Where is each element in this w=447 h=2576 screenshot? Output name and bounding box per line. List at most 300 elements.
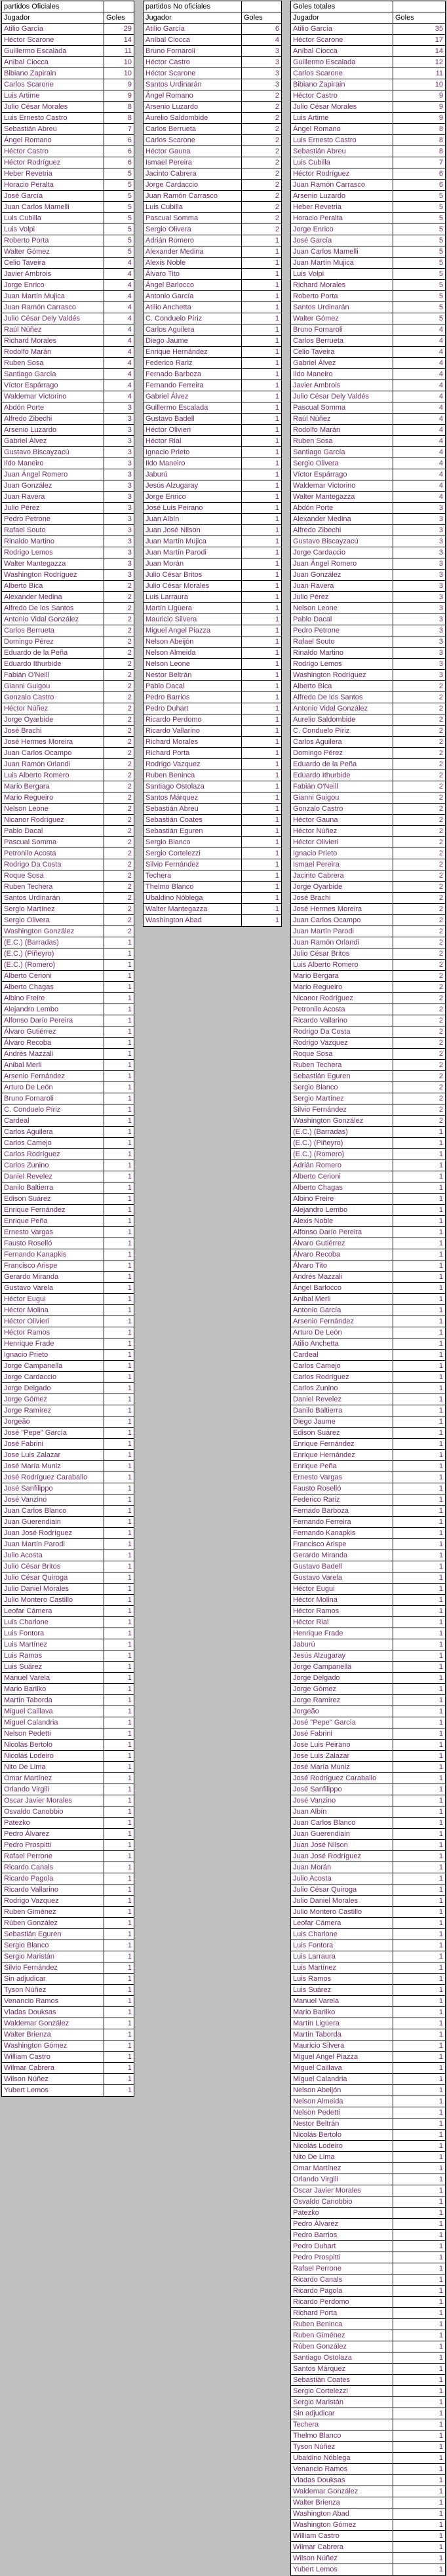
goals-cell: 1 [127, 1551, 132, 1559]
table-row [291, 1673, 445, 1684]
goals-cell: 8 [127, 114, 132, 122]
player-name-cell: Washington Rodríguez [291, 670, 393, 680]
goals-cell: 2 [127, 771, 132, 779]
player-name-cell: Henrique Frade [2, 1338, 104, 1349]
goals-cell: 1 [127, 1317, 132, 1325]
player-name-cell: Domingo Pérez [291, 748, 393, 758]
goals-cell: 1 [127, 1306, 132, 1314]
table-row [144, 469, 281, 480]
player-name-cell: Patezko [291, 2208, 393, 2218]
goals-cell: 4 [438, 482, 443, 490]
table-row [2, 391, 134, 402]
table-row [2, 536, 134, 547]
table-row [291, 1004, 445, 1015]
player-name-cell: Sin adjudicar [291, 2408, 393, 2419]
goals-cell: 2 [127, 705, 132, 712]
goals-cell: 1 [127, 1540, 132, 1548]
player-name-cell: Juan Morán [291, 1862, 393, 1873]
goals-cell: 1 [438, 1797, 443, 1805]
goals-cell: 1 [127, 1473, 132, 1481]
table-row [291, 659, 445, 670]
goals-cell: 1 [275, 571, 279, 579]
player-name-cell: Julio César Quiroga [2, 1572, 104, 1583]
table-row [144, 703, 281, 714]
goals-cell: 1 [127, 1117, 132, 1125]
goals-cell: 1 [127, 1997, 132, 2005]
player-name-cell: Fabián O'Neill [291, 781, 393, 792]
table-row [2, 1951, 134, 1962]
goals-cell: 14 [123, 36, 132, 44]
goals-cell: 1 [127, 1161, 132, 1169]
table-body [144, 24, 281, 926]
table-row [144, 347, 281, 358]
player-name-cell: Manuel Varela [2, 1673, 104, 1683]
table-row [2, 804, 134, 815]
goals-cell: 1 [438, 2176, 443, 2183]
player-name-cell: José Vanzino [2, 1494, 104, 1505]
player-name-cell: Luis Ramos [291, 1974, 393, 1984]
goals-cell: 1 [127, 1005, 132, 1013]
player-name-cell: Pedro Prospitti [291, 2252, 393, 2263]
table-row [2, 1918, 134, 1929]
table-row [2, 1862, 134, 1873]
player-name-cell: Nito De Lima [2, 1762, 104, 1772]
table-row [2, 24, 134, 35]
player-name-cell: Mario Barilko [2, 1684, 104, 1694]
player-name-cell: Jesús Alzugaray [144, 480, 242, 491]
player-name-cell: Martín Ligüera [144, 603, 242, 614]
table-row [2, 347, 134, 358]
player-name-cell: Ángel Barlocco [291, 1283, 393, 1293]
table-row [2, 1249, 134, 1260]
goals-cell: 4 [438, 326, 443, 334]
goals-cell: 5 [438, 259, 443, 267]
player-name-cell: Gustavo Biscayzacú [2, 447, 104, 458]
player-name-cell: Techera [144, 870, 242, 881]
goals-cell: 1 [438, 2320, 443, 2328]
table-row [2, 46, 134, 57]
table-row [2, 2029, 134, 2040]
player-name-cell: Héctor Núñez [291, 826, 393, 836]
goals-cell: 1 [127, 1875, 132, 1883]
table-row [144, 804, 281, 815]
table-row [291, 113, 445, 124]
player-name-cell: Celio Taveira [2, 258, 104, 268]
player-name-cell: Ismael Pereira [291, 859, 393, 870]
goals-cell: 2 [127, 604, 132, 612]
table-row [2, 1506, 134, 1517]
player-name-cell: Javier Ambrois [2, 269, 104, 279]
player-name-cell: Washington Abad [291, 2508, 393, 2519]
goals-cell: 4 [438, 370, 443, 378]
goals-cell: 1 [438, 1507, 443, 1515]
player-name-cell: Andrés Mazzali [2, 1049, 104, 1059]
player-name-cell: Eduardo Ithurbide [2, 659, 104, 669]
goals-cell: 2 [275, 192, 279, 200]
player-name-cell: Héctor Castro [144, 57, 242, 68]
player-name-cell: Domingo Pérez [2, 636, 104, 647]
table-row [2, 792, 134, 804]
player-name-cell: Nelson Leone [291, 603, 393, 614]
table-row [291, 2174, 445, 2185]
player-name-cell: Héctor Núñez [2, 703, 104, 714]
table-row [291, 1550, 445, 1561]
goals-cell: 1 [275, 805, 279, 813]
table-row [291, 1038, 445, 1049]
table-row [2, 1617, 134, 1628]
table-row [2, 904, 134, 915]
goals-cell: 2 [438, 682, 443, 690]
table-row [291, 592, 445, 603]
table-row [291, 1361, 445, 1372]
goals-cell: 1 [127, 1451, 132, 1459]
goals-cell: 1 [127, 1630, 132, 1637]
table-row [291, 1974, 445, 1985]
player-name-cell: Luis Ramos [2, 1650, 104, 1661]
table-row [2, 1238, 134, 1249]
goals-cell: 3 [127, 415, 132, 423]
player-name-cell: Jorge Enrico [291, 224, 393, 235]
player-name-cell: Juan Ramón Carrasco [144, 191, 242, 201]
player-name-cell: Bruno Fornaroli [2, 1093, 104, 1104]
player-name-cell: Luis Cubilla [291, 157, 393, 168]
table-row [291, 2196, 445, 2208]
table-row [2, 269, 134, 280]
table-row [2, 592, 134, 603]
player-name-cell: Alberto Bica [291, 681, 393, 692]
player-name-cell: Alexis Noble [291, 1216, 393, 1226]
goals-cell: 1 [127, 1284, 132, 1292]
player-name-cell: (E.C.) (Romero) [2, 960, 104, 970]
table-title-row [291, 1, 445, 12]
goals-cell: 1 [275, 504, 279, 512]
goals-cell: 1 [438, 1139, 443, 1147]
table-row [2, 926, 134, 937]
player-name-cell: Abdón Porte [2, 402, 104, 413]
table-row [291, 1372, 445, 1383]
player-name-cell: C. Conduelo Píriz [2, 1104, 104, 1115]
table-row [291, 1182, 445, 1194]
goals-cell: 1 [127, 2053, 132, 2061]
goals-cell: 1 [438, 2432, 443, 2440]
player-name-cell: Orlando Virgili [291, 2174, 393, 2185]
goals-cell: 1 [438, 1630, 443, 1637]
player-name-cell: Carlos Aguilera [144, 324, 242, 335]
player-name-cell: Pedro Prospitti [2, 1840, 104, 1850]
table-row [291, 625, 445, 636]
player-name-cell: Héctor Castro [2, 146, 104, 157]
goals-cell: 1 [275, 916, 279, 924]
goals-cell: 1 [275, 705, 279, 712]
goals-cell: 1 [127, 1641, 132, 1649]
player-name-cell: Washington Abad [144, 915, 242, 926]
goals-cell: 1 [438, 2488, 443, 2495]
goals-cell: 2 [127, 638, 132, 646]
player-name-cell: Yubert Lemos [291, 2564, 393, 2575]
goals-cell: 1 [438, 2242, 443, 2250]
player-name-cell: Sergio Olivera [2, 915, 104, 926]
table-row [2, 291, 134, 302]
goals-cell: 1 [438, 1362, 443, 1370]
table-row [2, 603, 134, 614]
goals-cell: 1 [438, 2510, 443, 2518]
player-name-cell: (E.C.) (Romero) [291, 1149, 393, 1160]
player-name-cell: Ricardo Vallarino [144, 726, 242, 736]
table-row [291, 1840, 445, 1851]
table-row [2, 514, 134, 525]
player-name-cell: Fausto Roselló [2, 1238, 104, 1249]
player-name-cell: Gerardo Miranda [2, 1272, 104, 1282]
table-row [144, 358, 281, 369]
table-row [291, 1584, 445, 1595]
player-name-cell: Julio Acosta [2, 1550, 104, 1561]
table-row [144, 135, 281, 146]
player-name-cell: Ruben Sosa [291, 436, 393, 446]
player-name-cell: Jorge Gómez [291, 1684, 393, 1694]
table-row [291, 1238, 445, 1249]
table-row [291, 1127, 445, 1138]
table-row [144, 480, 281, 492]
table-row [291, 35, 445, 46]
player-name-cell: Cardeal [2, 1116, 104, 1126]
player-name-cell: Sebastián Abreu [291, 146, 393, 157]
table-row [291, 1383, 445, 1394]
player-name-cell: Sergio Maristán [2, 1951, 104, 1962]
table-row [291, 2297, 445, 2308]
player-name-cell: Roberto Porta [2, 235, 104, 246]
goals-cell: 1 [438, 2131, 443, 2139]
table-row [2, 915, 134, 926]
goals-cell: 1 [275, 727, 279, 735]
table-row [291, 1305, 445, 1316]
table-row [2, 1260, 134, 1272]
player-name-cell: Gonzalo Castro [291, 804, 393, 814]
goals-cell: 4 [438, 493, 443, 501]
goals-cell: 1 [438, 2532, 443, 2540]
goals-cell: 1 [275, 281, 279, 289]
player-name-cell: Ruben Giménez [291, 2330, 393, 2341]
goals-cell: 2 [127, 738, 132, 746]
player-name-cell: Wilson Núñez [2, 2074, 104, 2084]
goals-cell: 2 [127, 805, 132, 813]
table-row [291, 2531, 445, 2542]
table-row [144, 202, 281, 213]
player-name-cell: Miguel Calandria [2, 1717, 104, 1728]
table-row [291, 2464, 445, 2475]
table-row [2, 1751, 134, 1762]
goals-cell: 4 [127, 381, 132, 389]
player-name-cell: Ángel Barlocco [144, 280, 242, 290]
table-row [291, 1194, 445, 1205]
table-row [291, 1896, 445, 1907]
player-name-cell: Alberto Bica [2, 581, 104, 591]
player-name-cell: Nicolás Bertolo [291, 2130, 393, 2140]
goals-cell: 1 [127, 1429, 132, 1437]
goals-cell: 1 [438, 2276, 443, 2284]
player-name-cell: Héctor Olivieri [2, 1316, 104, 1327]
table-title-empty-cell [104, 1, 134, 12]
table-row [2, 948, 134, 960]
goals-cell: 1 [127, 1741, 132, 1749]
table-row [144, 369, 281, 380]
table-row [291, 937, 445, 948]
player-name-cell: Pablo Dacal [291, 614, 393, 625]
goals-cell: 1 [275, 827, 279, 835]
goals-cell: 2 [438, 861, 443, 868]
player-name-cell: Anibal Merli [2, 1060, 104, 1070]
table-row [2, 1171, 134, 1182]
player-name-cell: Aníbal Ciocca [291, 46, 393, 56]
goals-cell: 4 [127, 326, 132, 334]
player-name-cell: Pascual Somma [2, 837, 104, 848]
goals-cell: 1 [275, 794, 279, 802]
goals-cell: 1 [127, 983, 132, 991]
player-name-cell: Arsenio Luzardo [2, 425, 104, 435]
player-name-cell: Fernando Kanapkis [2, 1249, 104, 1260]
player-name-cell: Héctor Eugui [2, 1294, 104, 1304]
table-row [2, 659, 134, 670]
table-row [2, 581, 134, 592]
goals-cell: 2 [438, 1106, 443, 1114]
player-name-cell: Enrique Peña [2, 1216, 104, 1226]
player-name-cell: Pedro Barrios [291, 2230, 393, 2240]
table-row [2, 168, 134, 180]
player-name-cell: Enrique Fernández [2, 1205, 104, 1215]
goals-cell: 3 [127, 515, 132, 523]
goals-cell: 1 [127, 1239, 132, 1247]
player-name-cell: Fernando Ferreira [144, 380, 242, 391]
player-name-cell: Albino Freire [2, 993, 104, 1004]
table-row [2, 1728, 134, 1740]
goals-cell: 1 [127, 994, 132, 1002]
player-name-cell: Sergio Olivera [144, 224, 242, 235]
goals-cell: 1 [275, 292, 279, 300]
player-name-cell: Héctor Rial [144, 436, 242, 446]
player-name-cell: Héctor Gauna [291, 815, 393, 825]
table-row [291, 246, 445, 258]
goals-cell: 1 [127, 1897, 132, 1905]
goals-cell: 1 [127, 1975, 132, 1983]
player-name-cell: Petronilo Acosta [2, 848, 104, 859]
goals-cell: 1 [438, 2265, 443, 2273]
table-row [144, 692, 281, 703]
player-name-cell: Julio César Britos [144, 570, 242, 580]
goals-cell: 3 [438, 638, 443, 646]
player-name-cell: C. Conduelo Píriz [291, 726, 393, 736]
player-name-cell: Pedro Barrios [144, 692, 242, 703]
table-row [144, 748, 281, 759]
goals-cell: 3 [438, 515, 443, 523]
player-name-cell: Atilio García [144, 24, 242, 34]
player-name-cell: Richard Morales [291, 280, 393, 290]
table-row [291, 603, 445, 614]
table-row [291, 1606, 445, 1617]
player-name-cell: Gerardo Miranda [291, 1550, 393, 1561]
table-row [2, 1762, 134, 1773]
goals-cell: 1 [438, 1574, 443, 1582]
table-row [291, 347, 445, 358]
goals-cell: 1 [275, 671, 279, 679]
goals-cell: 1 [438, 1306, 443, 1314]
player-name-cell: Sergio Cortelezzi [144, 848, 242, 859]
table-row [291, 235, 445, 246]
goals-cell: 2 [275, 181, 279, 189]
table-row [2, 1316, 134, 1327]
goals-cell: 1 [438, 1585, 443, 1593]
table-row [291, 2219, 445, 2230]
table-row [2, 558, 134, 570]
goals-cell: 1 [127, 1663, 132, 1671]
player-name-cell: Héctor Scarone [291, 35, 393, 45]
goals-cell: 1 [127, 1752, 132, 1760]
player-name-cell: Julio Pérez [2, 503, 104, 513]
goals-cell: 1 [438, 1808, 443, 1816]
goals-cell: 5 [438, 248, 443, 256]
table-row [2, 1082, 134, 1093]
player-name-cell: Albino Freire [291, 1194, 393, 1204]
goals-cell: 1 [275, 693, 279, 701]
player-name-cell: José Hermes Moreira [291, 904, 393, 914]
player-name-cell: Mario Bergara [291, 971, 393, 981]
goals-cell: 1 [127, 1106, 132, 1114]
table-row [291, 948, 445, 960]
table-row [2, 1539, 134, 1550]
player-name-cell: Juan Ramón Carrasco [2, 302, 104, 313]
goals-cell: 1 [127, 1585, 132, 1593]
table-row [291, 1684, 445, 1695]
player-name-cell: Héctor Rodríguez [2, 157, 104, 168]
goals-cell: 2 [127, 849, 132, 857]
player-name-cell: Oscar Javier Morales [2, 1795, 104, 1806]
goals-cell: 1 [438, 2543, 443, 2551]
table-row [2, 1962, 134, 1974]
table-title-empty-cell [242, 1, 281, 12]
player-name-cell: Wilson Núñez [291, 2553, 393, 2564]
player-name-cell: Martín Ligüera [291, 2018, 393, 2029]
player-name-cell: José "Pepe" García [291, 1717, 393, 1728]
player-name-cell: Julio Daniel Morales [291, 1896, 393, 1906]
table-row [291, 915, 445, 926]
goals-cell: 1 [275, 303, 279, 311]
goals-cell: 10 [435, 81, 443, 88]
goals-cell: 5 [438, 281, 443, 289]
player-name-cell: Juan José Nilson [144, 525, 242, 536]
goals-cell: 1 [127, 1217, 132, 1225]
player-name-cell: Rúben González [291, 2341, 393, 2352]
player-name-cell: Héctor Olivieri [291, 837, 393, 848]
table-row [291, 2107, 445, 2118]
player-name-cell: Jesús Alzugaray [291, 1650, 393, 1661]
goals-cell: 1 [275, 448, 279, 456]
table-row [2, 1416, 134, 1428]
table-row [291, 2553, 445, 2564]
table-row [2, 224, 134, 235]
player-name-cell: Rinaldo Martino [2, 536, 104, 547]
player-name-cell: Tyson Núñez [291, 2442, 393, 2452]
player-name-cell: Juan Ramón Carrasco [291, 180, 393, 190]
table-row [144, 35, 281, 46]
table-row [291, 1205, 445, 1216]
goals-cell: 1 [438, 2153, 443, 2161]
player-name-cell: Jacinto Cabrera [144, 168, 242, 179]
table-row [2, 781, 134, 792]
player-name-cell: Walter Gómez [291, 313, 393, 324]
player-name-cell: Jorge Campanella [291, 1662, 393, 1672]
player-name-cell: Heber Revetria [2, 168, 104, 179]
table-row [291, 1472, 445, 1483]
goals-cell: 6 [127, 159, 132, 166]
table-row [291, 1026, 445, 1038]
